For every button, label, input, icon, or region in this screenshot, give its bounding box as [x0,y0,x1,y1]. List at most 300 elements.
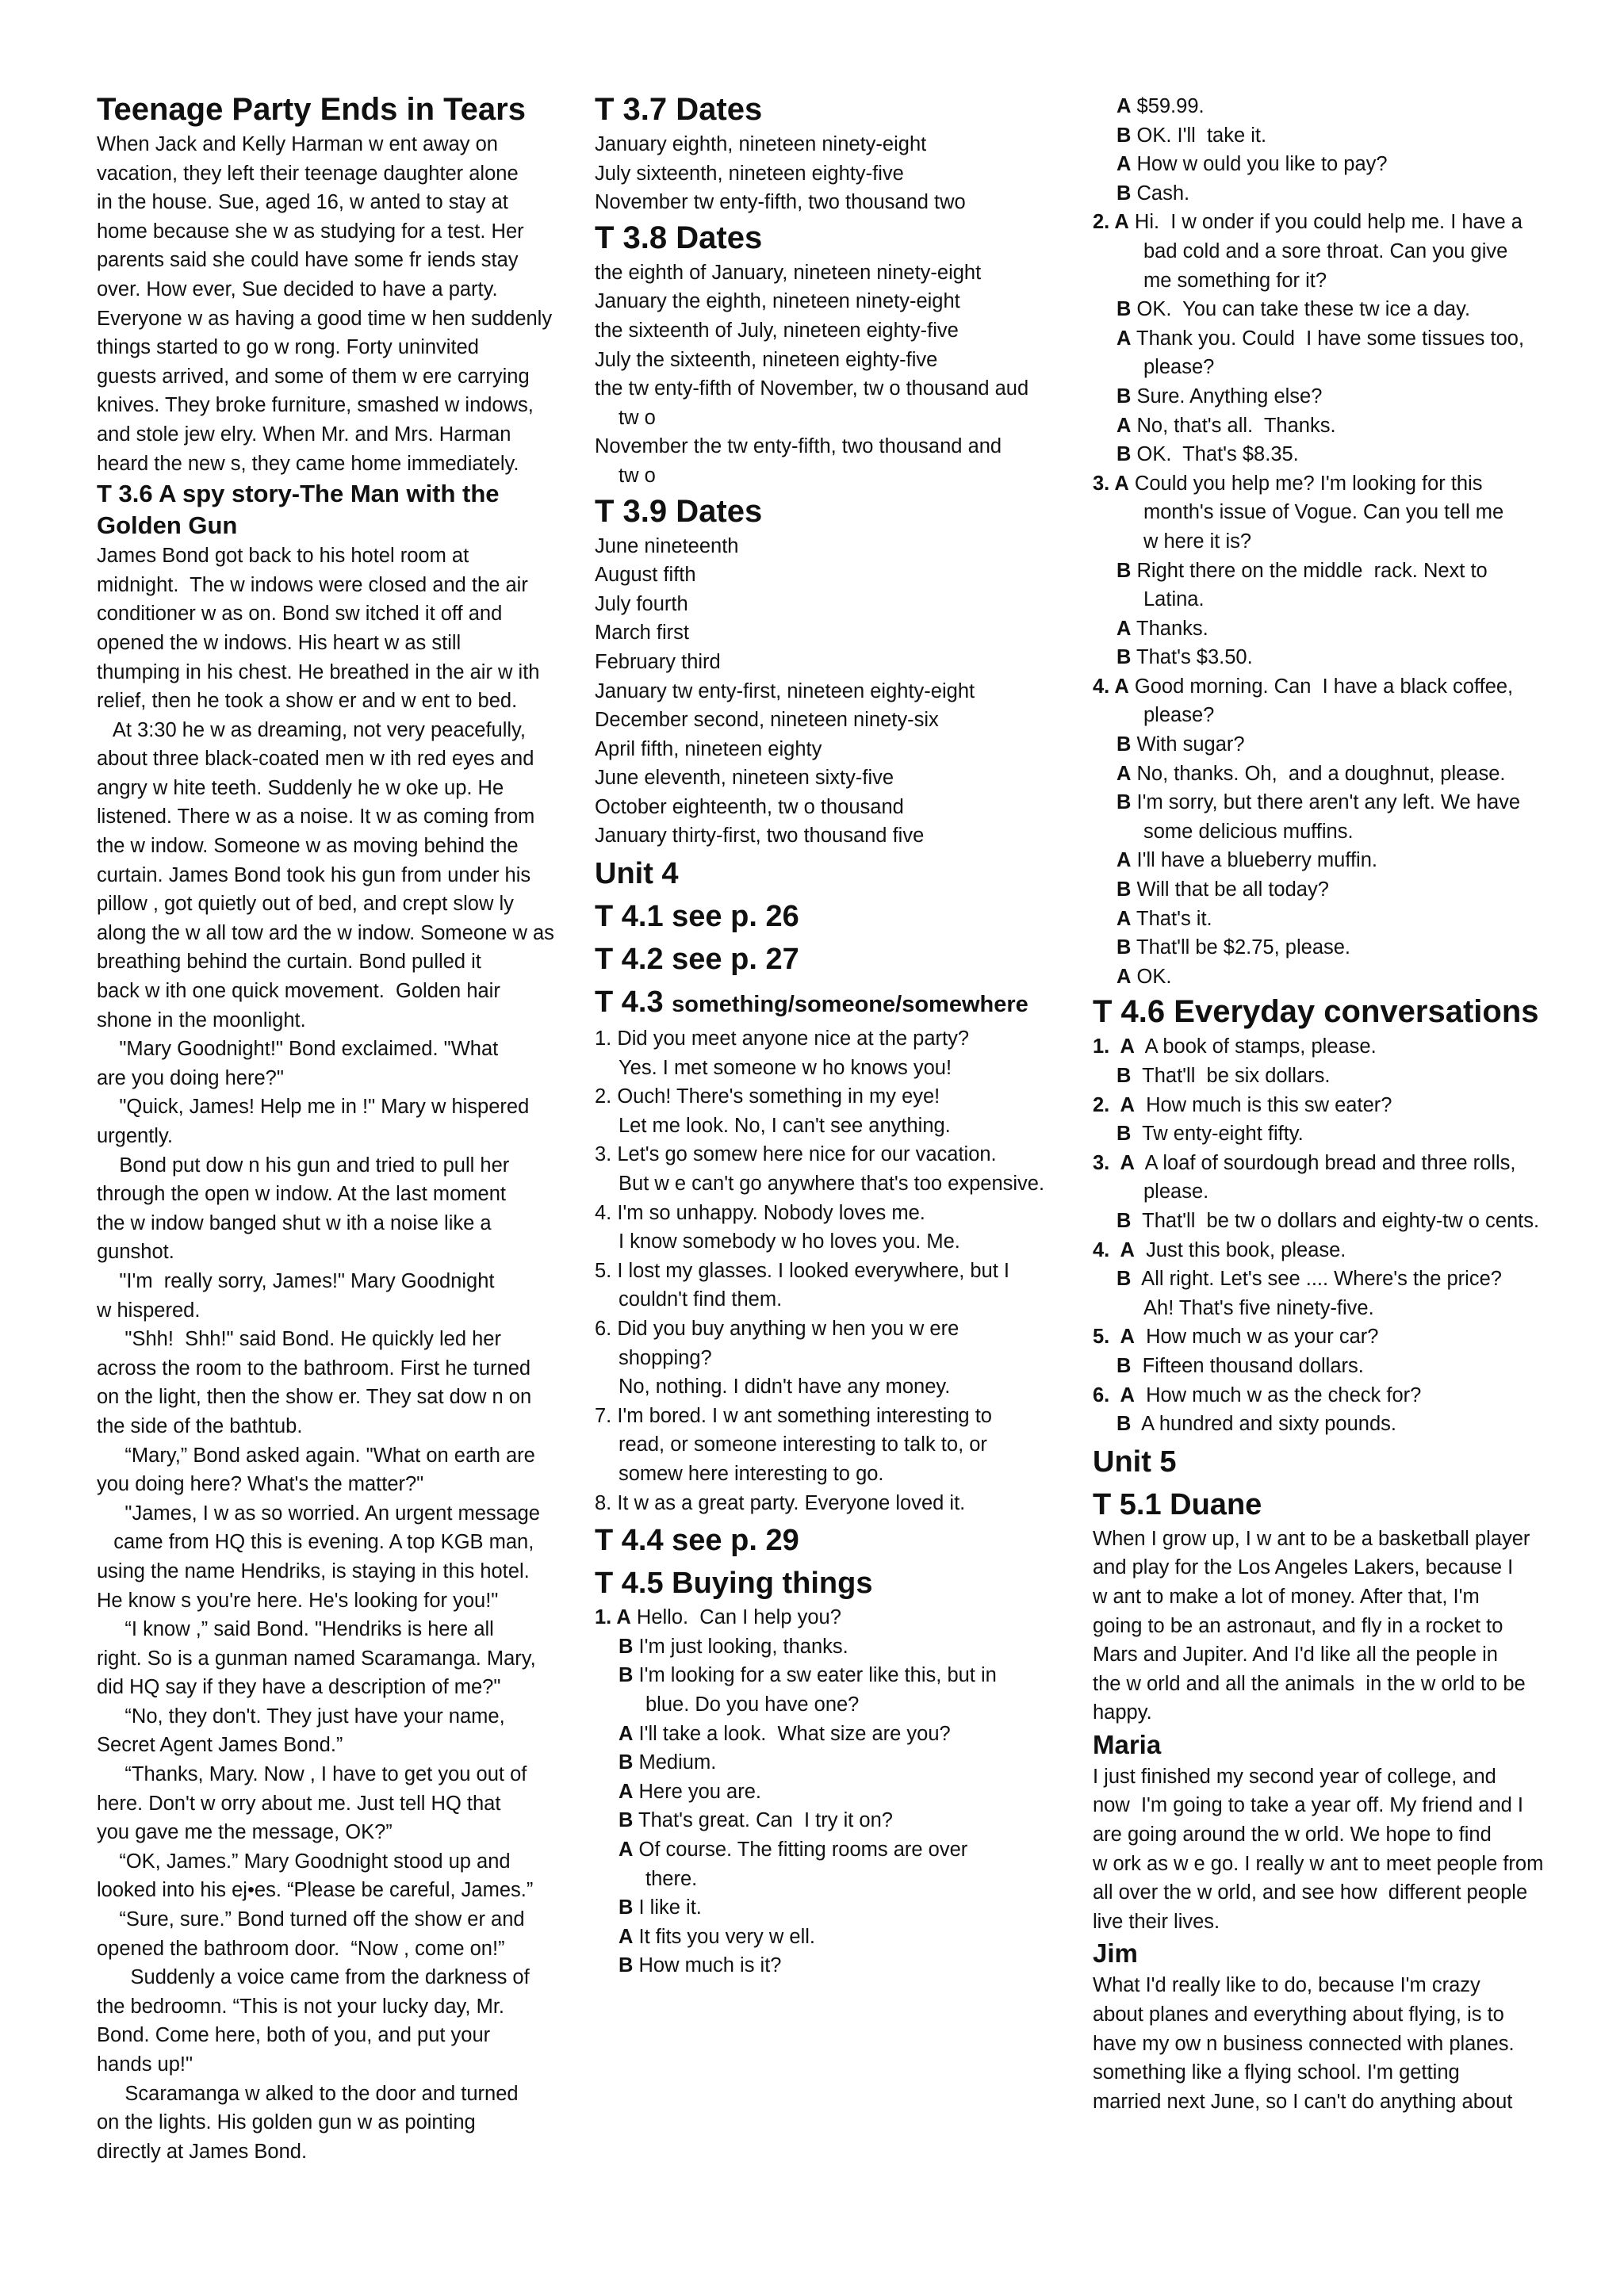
dialogue-text: Just this book, please. [1134,1238,1346,1261]
dialogue-line [1093,585,1568,614]
dialogue-line [1093,1207,1568,1236]
text-line: directly at James Bond. [97,2140,308,2163]
text-line: Mars and Jupiter. And I'd like all the people in [1093,1644,1498,1667]
text-line: Secret Agent James Bond.” [97,1734,343,1757]
text-line: are you doing here?" [97,1066,284,1089]
speaker-label: B [1116,182,1132,205]
text-line: on the light, then the show er. They sat dow n on [97,1386,532,1409]
text-line: gunshot. [97,1241,174,1264]
text-line: James Bond got back to his hotel room at [97,545,469,568]
text-line: 6. Did you buy anything w hen you w ere [595,1318,959,1340]
dialogue-line [1093,295,1568,324]
text-line: What I'd really like to do, because I'm crazy [1093,1974,1480,1997]
text-line: on the lights. His golden gun w as pointing [97,2111,476,2134]
text-line: Bond put dow n his gun and tried to pull her [97,1154,510,1177]
text-line: and stole jew elry. When Mr. and Mrs. Harman [97,423,511,446]
dialogue-line [1093,1062,1568,1091]
dialogue-line [1093,1294,1568,1323]
speaker-label: 3. A [1093,1151,1135,1174]
dialogue-line [1093,1032,1568,1062]
dialogue-text: Of course. The fitting rooms are over [633,1838,968,1861]
text-line: shone in the moonlight. [97,1008,306,1031]
text-line: married next June, so I can't do anything about [1093,2090,1513,2113]
dialogue-text: OK. You can take these tw ice a day. [1131,298,1471,321]
dialogue-text: Ah! That's five ninety-five. [1143,1296,1374,1319]
text-line: back w ith one quick movement. Golden hair [97,980,500,1003]
text-line: February third [595,650,721,673]
text-line: guests arrived, and some of them w ere carrying [97,365,530,388]
dialogue-line [1093,150,1568,179]
dialogue-text: How much is this sw eater? [1134,1093,1392,1116]
text-line: listened. There w as a noise. It w as coming from [97,806,535,828]
speaker-label: B [619,1751,634,1774]
text-line: March first [595,622,690,645]
text-line: "James, I w as so worried. An urgent message [97,1502,540,1525]
text-line: "Quick, James! Help me in !" Mary w hispered [97,1096,530,1119]
dialogue-text: please. [1143,1181,1209,1203]
text-line: 2. Ouch! There's something in my eye! [595,1085,940,1108]
text-line: “Mary,” Bond asked again. "What on earth are [97,1444,535,1467]
text-line: right. So is a gunman named Scaramanga. Mary, [97,1647,536,1670]
dialogue-line [1093,1177,1568,1207]
section-title: T 4.3 something/someone/somewhere [595,985,1028,1020]
text-line: about planes and everything about flying, is to [1093,2003,1504,2026]
speaker-label: 2. A [1093,211,1129,234]
text-line: are going around the w orld. We hope to find [1093,1823,1492,1846]
text-line: November tw enty-fifth, two thousand two [595,191,966,214]
text-line: Let me look. No, I can't see anything. [619,1114,951,1137]
dialogue-line [1093,1322,1568,1352]
dialogue-text: I'll have a blueberry muffin. [1131,849,1377,872]
text-line: you doing here? What's the matter?" [97,1473,424,1496]
speaker-label: A [1116,617,1132,640]
text-line: 1. Did you meet anyone nice at the party? [595,1027,970,1050]
dialogue-line [1093,440,1568,469]
dialogue-text: Medium. [633,1751,717,1774]
dialogue-text: OK. That's $8.35. [1131,443,1299,466]
dialogue-text: How much w as the check for? [1134,1383,1422,1406]
speaker-label: A [619,1722,634,1745]
text-line: Suddenly a voice came from the darkness of [97,1966,530,1989]
speaker-label: B [1116,298,1132,321]
dialogue-text: Fifteen thousand dollars. [1131,1354,1364,1377]
section-title: T 3.9 Dates [595,493,763,529]
text-line: using the name Hendriks, is staying in this hotel. [97,1559,530,1582]
speaker-label: 4. A [1093,675,1129,698]
text-line: through the open w indow. At the last moment [97,1183,506,1206]
dialogue-text: How w ould you like to pay? [1131,153,1388,176]
speaker-label: B [619,1896,634,1919]
text-line: heard the new s, they came home immediately. [97,452,519,475]
dialogue-text: No, thanks. Oh, and a doughnut, please. [1131,762,1506,785]
dialogue-line [595,1923,1094,1952]
text-line: June eleventh, nineteen sixty-five [595,767,894,790]
text-line: July the sixteenth, nineteen eighty-five [595,348,938,371]
text-line: tw o [619,464,656,487]
dialogue-line [1093,469,1568,499]
text-line: w hispered. [97,1299,201,1322]
text-line: have my ow n business connected with planes. [1093,2032,1515,2055]
dialogue-text: some delicious muffins. [1143,820,1354,843]
dialogue-line [1093,1149,1568,1178]
dialogue-line [1093,643,1568,672]
dialogue-line [1093,208,1568,237]
text-line: vacation, they left their teenage daughter alone [97,162,519,185]
text-line: July fourth [595,592,688,615]
text-line: No, nothing. I didn't have any money. [619,1376,951,1399]
text-line: conditioner w as on. Bond sw itched it off and [97,603,503,626]
dialogue-text: Latina. [1143,588,1205,611]
dialogue-text: That'll be six dollars. [1131,1065,1331,1087]
dialogue-line [1093,237,1568,266]
text-line: “OK, James.” Mary Goodnight stood up and [97,1850,511,1873]
text-line: 8. It w as a great party. Everyone loved it. [595,1491,966,1514]
dialogue-line [595,1806,1094,1835]
dialogue-line [1093,1119,1568,1149]
text-line: 7. I'm bored. I w ant something interesting to [595,1404,992,1427]
dialogue-text: please? [1143,356,1215,379]
text-line: "Shh! Shh!" said Bond. He quickly led her [97,1328,501,1351]
dialogue-line [595,1690,1094,1720]
text-line: things started to go w rong. Forty uninvited [97,336,479,359]
text-line: "Mary Goodnight!" Bond exclaimed. "What [97,1038,499,1061]
speaker-label: B [1116,1268,1132,1291]
text-line: April fifth, nineteen eighty [595,737,822,760]
dialogue-line [1093,1410,1568,1439]
text-line: When Jack and Kelly Harman w ent away on [97,133,498,155]
text-line: parents said she could have some fr iends stay [97,249,519,272]
dialogue-line [1093,817,1568,847]
speaker-label: B [1116,443,1132,466]
text-line: happy. [1093,1701,1152,1724]
dialogue-line [1093,266,1568,296]
text-line: something like a flying school. I'm getting [1093,2061,1460,2084]
dialogue-line [1093,527,1568,557]
dialogue-text: Here you are. [633,1780,762,1803]
dialogue-line [1093,411,1568,441]
dialogue-line [1093,353,1568,382]
dialogue-text: That's great. Can I try it on? [633,1809,893,1832]
section-title: T 4.6 Everyday conversations [1093,994,1539,1030]
text-line: opened the bathroom door. “Now , come on!” [97,1937,505,1960]
text-line: looked into his ej•es. “Please be careful, James.” [97,1879,534,1902]
speaker-label: B [1116,733,1132,756]
speaker-label: B [1116,1413,1132,1436]
speaker-label: B [1116,1354,1132,1377]
text-line: 3. Let's go somew here nice for our vacation. [595,1143,997,1166]
dialogue-text: w here it is? [1143,530,1252,553]
unit-heading: Unit 5 [1093,1445,1177,1479]
dialogue-line [595,1777,1094,1807]
column-1 [97,89,580,2166]
dates-list [595,130,1094,217]
dialogue-text: Hi. I w onder if you could help me. I have a [1128,211,1522,234]
dialogue-line [1093,760,1568,789]
dialogue-line [1093,905,1568,934]
column-2 [595,89,1094,1980]
speaker-label: A [1116,327,1132,350]
text-line: relief, then he took a show er and w ent to bed. [97,690,518,713]
text-line: the side of the bathtub. [97,1414,303,1437]
dialogue-text: $59.99. [1131,95,1205,117]
dialogue [1093,92,1568,991]
paragraph [1093,1971,1568,2116]
dialogue-text: Right there on the middle rack. Next to [1131,559,1488,582]
section-title: T 5.1 Duane [1093,1487,1262,1521]
dialogue [595,1603,1094,1980]
section-title: T 4.1 see p. 26 [595,900,799,934]
speaker-label: 3. A [1093,472,1129,495]
dialogue [1093,1032,1568,1438]
speaker-label: B [1116,878,1132,901]
dialogue-text: It fits you very w ell. [633,1925,815,1948]
text-line: July sixteenth, nineteen eighty-five [595,162,904,185]
dialogue-text: All right. Let's see .... Where's the price? [1131,1268,1502,1291]
dialogue-text: month's issue of Vogue. Can you tell me [1143,501,1504,524]
section-title: T 4.5 Buying things [595,1567,873,1601]
dialogue-text: Thanks. [1131,617,1208,640]
story-body [97,130,580,478]
dialogue-text: With sugar? [1131,733,1245,756]
speaker-label: 1. A [1093,1035,1135,1058]
dialogue-line [595,1951,1094,1980]
column-3 [1093,92,1568,2116]
dialogue-text: I'll take a look. What size are you? [633,1722,951,1745]
speaker-label: A [619,1780,634,1803]
dialogue-text: No, that's all. Thanks. [1131,414,1336,437]
dialogue-text: I like it. [633,1896,702,1919]
text-line: w ant to make a lot of money. After that, I'm [1093,1585,1480,1608]
speaker-label: A [1116,95,1132,117]
text-line: about three black-coated men w ith red eyes and [97,748,534,771]
text-line: June nineteenth [595,534,739,557]
text-line: going to be an astronaut, and fly in a rocket to [1093,1614,1503,1637]
spy-story-body [97,541,580,2166]
speaker-label: B [1116,1065,1132,1087]
dialogue-line [1093,121,1568,151]
text-line: January the eighth, nineteen ninety-eight [595,290,960,313]
text-line: pillow , got quietly out of bed, and crept slow ly [97,893,514,916]
dates-list [595,258,1094,491]
section-title: T 4.4 see p. 29 [595,1524,799,1558]
dialogue-text: That's it. [1131,907,1212,930]
speaker-label: A [1116,153,1132,176]
dialogue-line [595,1835,1094,1865]
speaker-label: A [1116,414,1132,437]
text-line: August fifth [595,564,696,587]
text-line: When I grow up, I w ant to be a basketball player [1093,1527,1530,1550]
text-line: But w e can't go anywhere that's too expensive. [619,1173,1045,1196]
text-line: across the room to the bathroom. First he turned [97,1357,531,1380]
text-line: “No, they don't. They just have your name, [97,1705,505,1728]
text-line: did HQ say if they have a description of me?" [97,1676,501,1699]
dialogue-line [595,1720,1094,1749]
speaker-label: A [1116,907,1132,930]
dialogue-line [1093,179,1568,209]
speaker-label: 5. A [1093,1326,1135,1349]
speaker-label: B [1116,124,1132,147]
dialogue-text: How much is it? [633,1954,782,1977]
dialogue-text: I'm looking for a sw eater like this, but in [633,1664,997,1687]
text-line: opened the w indows. His heart w as still [97,631,462,654]
text-line: thumping in his chest. He breathed in the air w ith [97,660,540,683]
dialogue-text: Sure. Anything else? [1131,385,1323,408]
text-line: w ork as w e go. I really w ant to meet people from [1093,1852,1544,1875]
text-line: the eighth of January, nineteen ninety-eight [595,261,982,284]
unit-heading: Unit 4 [595,857,679,891]
dialogue-text: bad cold and a sore throat. Can you give [1143,239,1508,262]
section-title: T 4.2 see p. 27 [595,943,799,977]
dialogue-line [595,1865,1094,1894]
dialogue-line [1093,1236,1568,1265]
text-line: urgently. [97,1125,173,1147]
speaker-label: 6. A [1093,1383,1135,1406]
text-line: I just finished my second year of college, and [1093,1765,1496,1788]
dialogue-text: please? [1143,704,1215,727]
dialogue-text: That'll be tw o dollars and eighty-tw o cents. [1131,1209,1540,1232]
dialogue-line [595,1632,1094,1662]
text-line: I know somebody w ho loves you. Me. [619,1230,960,1253]
dialogue-line [1093,1265,1568,1294]
section-title: T 3.6 A spy story-The Man with the [97,480,500,508]
text-line: along the w all tow ard the w indow. Someone w as [97,921,554,944]
speaker-label: B [1116,791,1132,814]
dialogue-line [1093,875,1568,905]
text-line: 5. I lost my glasses. I looked everywhere, but I [595,1259,1009,1282]
text-line: somew here interesting to go. [619,1462,884,1485]
dialogue-line [1093,672,1568,702]
dialogue-line [1093,92,1568,121]
text-line: shopping? [619,1346,712,1369]
speaker-label: B [1116,559,1132,582]
speaker-label: B [1116,1123,1132,1146]
text-line: breathing behind the curtain. Bond pulled it [97,951,481,974]
text-line: live their lives. [1093,1910,1220,1933]
text-line: home because she w as studying for a test. Her [97,220,524,243]
paragraph [1093,1525,1568,1728]
text-line: the bedroomn. “This is not your lucky day, Mr. [97,1995,504,2018]
text-line: curtain. James Bond took his gun from under his [97,863,531,886]
exercise-list [595,1024,1094,1517]
text-line: in the house. Sue, aged 16, w anted to stay at [97,191,508,214]
text-line: the sixteenth of July, nineteen eighty-five [595,319,959,342]
text-line: “Thanks, Mary. Now , I have to get you out of [97,1763,527,1786]
text-line: October eighteenth, tw o thousand [595,795,904,818]
dialogue-line [1093,614,1568,644]
dialogue-line [595,1893,1094,1923]
dialogue-text: That'll be $2.75, please. [1131,936,1351,959]
dialogue-line [1093,730,1568,760]
dialogue-text: Hello. Can I help you? [630,1606,841,1629]
dialogue-text: OK. [1131,965,1172,988]
dialogue-text: A hundred and sixty pounds. [1131,1413,1396,1436]
text-line: November the tw enty-fifth, two thousand and [595,435,1002,458]
text-line: hands up!" [97,2053,193,2076]
speaker-label: B [1116,936,1132,959]
dialogue-text: me something for it? [1143,269,1327,292]
text-line: all over the w orld, and see how different people [1093,1881,1528,1904]
speaker-label: A [1116,762,1132,785]
text-line: January tw enty-first, nineteen eighty-eight [595,679,975,702]
dialogue-text: Thank you. Could I have some tissues too, [1131,327,1525,350]
dialogue-line [595,1603,1094,1632]
text-line: the w indow banged shut w ith a noise like a [97,1211,492,1234]
dialogue-text: OK. I'll take it. [1131,124,1267,147]
dialogue-line [1093,498,1568,527]
dialogue-line [1093,557,1568,586]
speaker-label: A [619,1925,634,1948]
dialogue-text: Could you help me? I'm looking for this [1128,472,1483,495]
dialogue-line [1093,382,1568,411]
speaker-label: B [619,1954,634,1977]
paragraph [1093,1762,1568,1937]
text-line: “Sure, sure.” Bond turned off the show er and [97,1908,525,1931]
text-line: Scaramanga w alked to the door and turned [97,2082,519,2105]
dialogue-text: That's $3.50. [1131,646,1253,669]
speaker-label: 4. A [1093,1238,1135,1261]
text-line: now I'm going to take a year off. My friend and I [1093,1794,1524,1817]
speaker-label: B [1116,1209,1132,1232]
dialogue-text: How much w as your car? [1134,1326,1379,1349]
speaker-label: B [619,1809,634,1832]
text-line: “I know ,” said Bond. "Hendriks is here all [97,1618,494,1641]
speaker-label: B [619,1664,634,1687]
text-line: over. How ever, Sue decided to have a party. [97,277,498,300]
text-line: angry w hite teeth. Suddenly he w oke up. He [97,776,504,799]
text-line: you gave me the message, OK?” [97,1821,393,1844]
speaker-label: B [619,1635,634,1658]
dialogue-text: A loaf of sourdough bread and three rolls, [1134,1151,1516,1174]
speaker-label: 2. A [1093,1093,1135,1116]
text-line: At 3:30 he w as dreaming, not very peacefully, [97,718,526,741]
text-line: the tw enty-fifth of November, tw o thousand aud [595,377,1029,400]
story-title: Teenage Party Ends in Tears [97,92,526,127]
text-line: came from HQ this is evening. A top KGB man, [97,1531,534,1554]
text-line: tw o [619,406,656,429]
dialogue-text: Good morning. Can I have a black coffee, [1128,675,1514,698]
section-title: Jim [1093,1938,1138,1969]
text-line: knives. They broke furniture, smashed w indows, [97,394,534,417]
text-line: Everyone w as having a good time w hen suddenly [97,307,553,330]
dialogue-text: there. [645,1867,698,1890]
dialogue-text: I'm just looking, thanks. [633,1635,848,1658]
text-line: Yes. I met someone w ho knows you! [619,1056,952,1079]
dialogue-line [595,1748,1094,1777]
dialogue-line [1093,324,1568,354]
text-line: "I'm really sorry, James!" Mary Goodnight [97,1269,495,1292]
dialogue-text: I'm sorry, but there aren't any left. We have [1131,791,1521,814]
text-line: midnight. The w indows were closed and the air [97,573,528,596]
text-line: January thirty-first, two thousand five [595,825,925,848]
text-line: here. Don't w orry about me. Just tell HQ that [97,1792,501,1815]
text-line: December second, nineteen ninety-six [595,709,939,732]
speaker-label: B [1116,385,1132,408]
section-title-cont: Golden Gun [97,511,238,540]
section-title: Maria [1093,1729,1162,1759]
text-line: the w indow. Someone w as moving behind the [97,835,519,858]
speaker-label: B [1116,646,1132,669]
dialogue-line [1093,1381,1568,1410]
speaker-label: A [1116,849,1132,872]
dialogue-line [1093,788,1568,817]
speaker-label: A [619,1838,634,1861]
dialogue-text: blue. Do you have one? [645,1693,860,1716]
dates-list [595,532,1094,851]
dialogue-line [1093,962,1568,992]
dialogue-text: Tw enty-eight fifty. [1131,1123,1304,1146]
text-line: couldn't find them. [619,1288,783,1311]
text-line: 4. I'm so unhappy. Nobody loves me. [595,1201,925,1224]
